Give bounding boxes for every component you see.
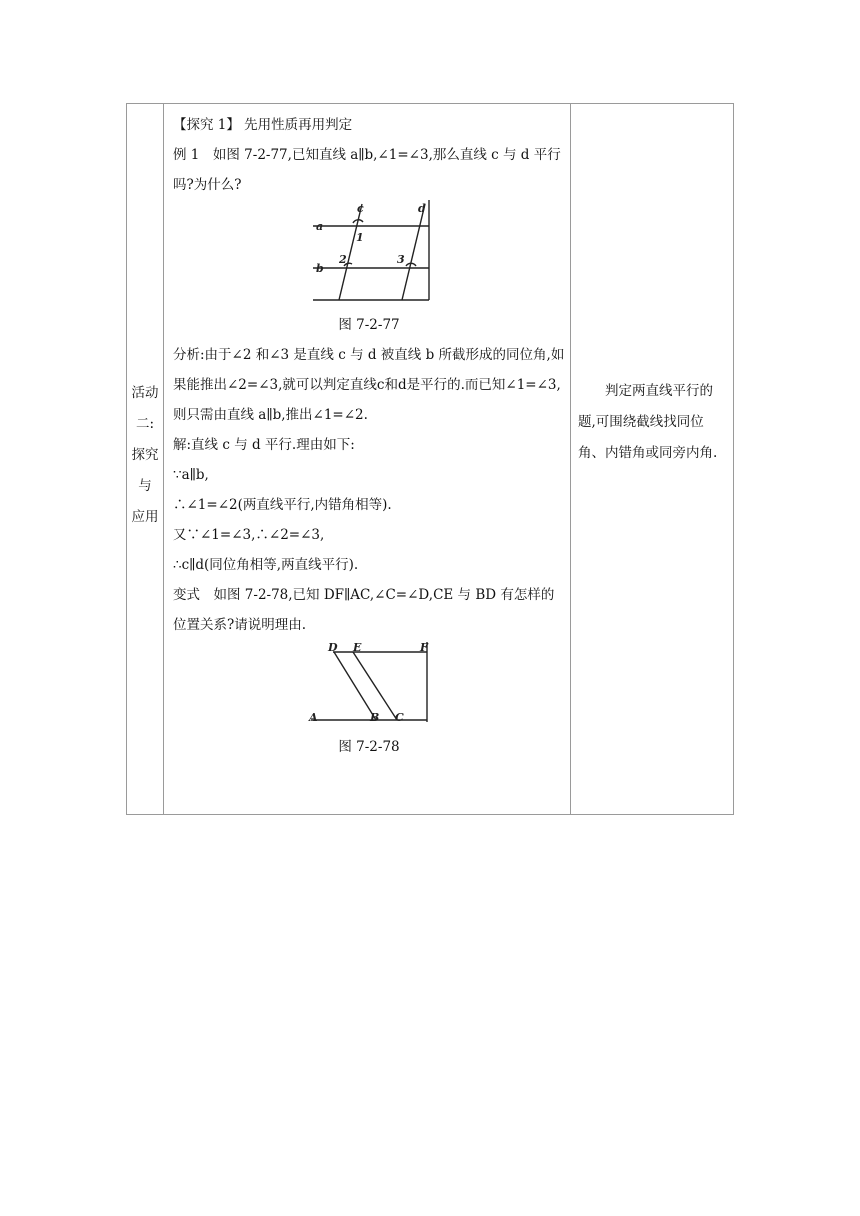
- figure-7-2-78: [173, 640, 565, 732]
- label-angle-1: 1: [356, 231, 364, 244]
- activity-label-line: 活动: [131, 385, 159, 401]
- line-c: [339, 204, 362, 300]
- example-1-text: 例 1 如图 7-2-77,已知直线 a∥b,∠1=∠3,那么直线 c 与 d 平行吗?为什么?: [173, 147, 561, 193]
- segment-db: [334, 652, 376, 720]
- label-F: F: [420, 641, 428, 654]
- column-divider-2: [570, 104, 571, 814]
- solution-step-3: 又∵∠1=∠3,∴∠2=∠3,: [173, 527, 325, 543]
- figure-7-2-77-caption: 图 7-2-77: [338, 317, 400, 333]
- label-C: C: [395, 711, 404, 724]
- solution-step-4: ∴c∥d(同位角相等,两直线平行).: [173, 557, 359, 573]
- lesson-table: [126, 103, 734, 815]
- figure-7-2-77: [173, 200, 565, 310]
- variant-text: 变式 如图 7-2-78,已知 DF∥AC,∠C=∠D,CE 与 BD 有怎样的位置关系?请说明理由.: [173, 587, 555, 633]
- label-a: a: [316, 220, 324, 233]
- activity-label-line: 探究: [131, 447, 159, 463]
- figure-7-2-77-drawing: [173, 200, 565, 310]
- teaching-note-text: 判定两直线平行的题,可围绕截线找同位角、内错角或同旁内角.: [578, 383, 718, 461]
- activity-label-line: 与: [138, 478, 152, 494]
- label-c: c: [357, 202, 364, 215]
- column-divider-1: [163, 104, 164, 814]
- analysis-text: 分析:由于∠2 和∠3 是直线 c 与 d 被直线 b 所截形成的同位角,如果能推出∠2=∠3,就可以判定直线c和d是平行的.而已知∠1=∠3,则只需由直线 a∥b,推出∠1=∠2.: [173, 347, 565, 423]
- activity-label: [127, 378, 163, 533]
- solution-intro: 解:直线 c 与 d 平行.理由如下:: [173, 437, 355, 453]
- label-E: E: [353, 641, 362, 654]
- segment-ec: [353, 652, 397, 720]
- solution-step-1: ∵a∥b,: [173, 467, 209, 483]
- label-A: A: [309, 711, 318, 724]
- label-angle-3: 3: [397, 253, 405, 266]
- activity-label-line: 应用: [131, 509, 159, 525]
- figure-7-2-78-drawing: [173, 640, 565, 732]
- main-content: [173, 110, 565, 762]
- figure-7-2-78-caption: 图 7-2-78: [338, 739, 400, 755]
- label-D: D: [328, 641, 338, 654]
- label-b: b: [316, 262, 324, 275]
- solution-step-2: ∴∠1=∠2(两直线平行,内错角相等).: [173, 497, 392, 513]
- activity-label-line: 二:: [135, 416, 155, 432]
- line-d: [402, 204, 425, 300]
- label-B: B: [370, 711, 380, 724]
- label-d: d: [418, 202, 426, 215]
- label-angle-2: 2: [339, 253, 347, 266]
- section-heading: 【探究 1】 先用性质再用判定: [173, 117, 353, 133]
- teaching-note: [578, 376, 728, 469]
